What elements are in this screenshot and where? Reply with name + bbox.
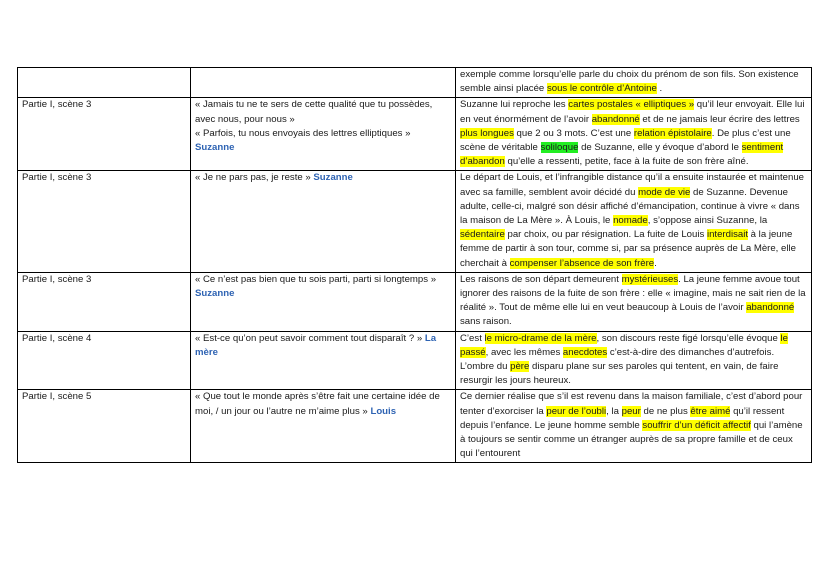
highlighted-text: père	[510, 361, 530, 373]
analysis-text: , son discours reste figé lorsqu’elle évoque	[596, 332, 781, 344]
table-row	[18, 68, 812, 98]
highlighted-text: être aimé	[690, 405, 731, 417]
highlighted-text: souffrir d’un déficit affectif	[642, 419, 751, 431]
analysis-text: sans raison.	[460, 316, 512, 328]
scene-cell	[18, 68, 191, 98]
analysis-text: C’est	[460, 332, 485, 344]
scene-cell: Partie I, scène 5	[18, 390, 191, 463]
highlighted-text: sentiment d’abandon	[460, 142, 784, 168]
highlighted-text: compenser l’absence de son frère	[509, 257, 655, 269]
analysis-text: .	[656, 83, 663, 95]
analysis-text: de Suzanne. Devenue adulte, celle-ci, malgré son désir affiché d’émancipation, continue à vivre « dans la maison de La Mère ». À Louis, le	[460, 186, 800, 227]
analysis-cell	[456, 390, 812, 463]
quote-text: « Parfois, tu nous envoyais des lettres elliptiques »	[195, 127, 411, 139]
analysis-cell	[456, 68, 812, 98]
table-row	[18, 390, 812, 463]
quote-text: « Jamais tu ne te sers de cette qualité que tu possèdes, avec nous, pour nous »	[195, 99, 433, 125]
scene-cell: Partie I, scène 3	[18, 98, 191, 171]
analysis-text: qu’il leur envoyait. Elle lui en veut énormément de l’avoir	[460, 99, 805, 125]
highlighted-text: peur de l’oubli	[546, 405, 607, 417]
highlighted-text: interdisait	[706, 229, 749, 241]
speaker-name: Suzanne	[195, 142, 235, 154]
analysis-text: Suzanne lui reproche les	[460, 99, 569, 111]
analysis-text: par choix, ou par résignation. La fuite de Louis	[504, 229, 707, 241]
analysis-text: c’est-à-dire des dimanches d’autrefois. L’ombre du	[460, 346, 775, 373]
table-row	[18, 171, 812, 272]
quote-text: « Ce n’est pas bien que tu sois parti, parti si longtemps »	[195, 273, 437, 285]
quote-cell	[191, 68, 456, 98]
highlighted-text: sédentaire	[460, 229, 505, 241]
speaker-name: Suzanne	[313, 172, 353, 184]
highlighted-text: abandonné	[746, 302, 795, 314]
analysis-text: exemple comme lorsqu’elle parle du choix du prénom de son fils. Son existence semble ainsi placée	[460, 69, 799, 95]
analysis-text: . De plus c’est une scène de véritable	[460, 127, 791, 154]
speaker-name: Louis	[370, 405, 397, 417]
quote-text: « Je ne pars pas, je reste »	[195, 172, 311, 184]
highlighted-text: le passé	[460, 332, 788, 358]
analysis-cell	[456, 272, 812, 331]
highlighted-text: mode de vie	[638, 186, 691, 198]
analysis-text: disparu plane sur ses paroles qui tentent, en vain, de faire resurgir les jours heureux.	[460, 361, 779, 387]
analysis-text: de Suzanne, elle y évoque d’abord le	[578, 142, 742, 154]
quote-cell	[191, 331, 456, 390]
highlighted-text: relation épistolaire	[633, 127, 712, 139]
scene-cell: Partie I, scène 4	[18, 331, 191, 390]
analysis-text: , la	[606, 405, 622, 417]
analysis-text: , avec les mêmes	[485, 346, 563, 358]
analysis-text: .	[654, 257, 657, 269]
analysis-text: , s’oppose ainsi Suzanne, la	[647, 215, 768, 227]
highlighted-text: anecdotes	[562, 346, 608, 358]
highlighted-text: peur	[621, 405, 641, 417]
analysis-text: que 2 ou 3 mots. C’est une	[513, 127, 634, 139]
quote-cell	[191, 98, 456, 171]
analysis-text: de ne plus	[640, 405, 691, 417]
analysis-text: et de ne jamais leur écrire des lettres	[639, 113, 800, 125]
speaker-name: Suzanne	[195, 288, 235, 300]
scene-cell: Partie I, scène 3	[18, 272, 191, 331]
analysis-text: qu’il ressent depuis l’enfance. Le jeune homme semble	[460, 405, 785, 431]
highlighted-text: soliloque	[540, 142, 579, 154]
analysis-text: qui l’amène à toujours se sentir comme un étranger auprès de sa propre famille et de ceux qui l’entourent	[460, 419, 803, 460]
analysis-text: . La jeune femme avoue tout ignorer des raisons de la fuite de son frère : elle « imagine, mais ne sait rien de la réalité ». Tout de même elle lui en veut beaucoup à Louis de l’avoir	[460, 273, 806, 314]
highlighted-text: mystérieuses	[621, 273, 679, 285]
highlighted-text: sous le contrôle d’Antoine	[546, 83, 657, 95]
table-row	[18, 331, 812, 390]
analysis-text: Les raisons de son départ demeurent	[460, 273, 622, 285]
quote-cell	[191, 390, 456, 463]
analysis-cell	[456, 171, 812, 272]
highlighted-text: le micro-drame de la mère	[484, 332, 597, 344]
quote-text: « Est-ce qu’on peut savoir comment tout disparaît ? »	[195, 332, 423, 344]
analysis-table	[17, 67, 812, 463]
highlighted-text: plus longues	[460, 127, 514, 139]
analysis-cell	[456, 98, 812, 171]
analysis-text: à la jeune femme de partir à son tour, comme si, par sa présence auprès de La Mère, elle cherchait à	[460, 229, 796, 269]
table-row	[18, 98, 812, 171]
analysis-text: Ce dernier réalise que s’il est revenu dans la maison familiale, c’est d’abord pour tenter d’exorciser la	[460, 391, 803, 417]
highlighted-text: abandonné	[591, 113, 640, 125]
quote-text: « Que tout le monde après s’être fait une certaine idée de moi, / un jour ou l’autre ne m’aime plus »	[195, 391, 440, 417]
highlighted-text: nomade	[613, 215, 648, 227]
quote-cell	[191, 171, 456, 272]
analysis-cell	[456, 331, 812, 390]
speaker-name: La mère	[195, 332, 437, 358]
table-body	[18, 68, 812, 463]
analysis-text: Le départ de Louis, et l’infrangible distance qu’il a ensuite instaurée et maintenue avec sa famille, semblent avoir décidé du	[460, 172, 805, 198]
quote-cell	[191, 272, 456, 331]
scene-cell: Partie I, scène 3	[18, 171, 191, 272]
table-row	[18, 272, 812, 331]
analysis-text: qu’elle a ressenti, petite, face à la fuite de son frère aîné.	[504, 156, 749, 168]
highlighted-text: cartes postales « elliptiques »	[568, 99, 695, 111]
